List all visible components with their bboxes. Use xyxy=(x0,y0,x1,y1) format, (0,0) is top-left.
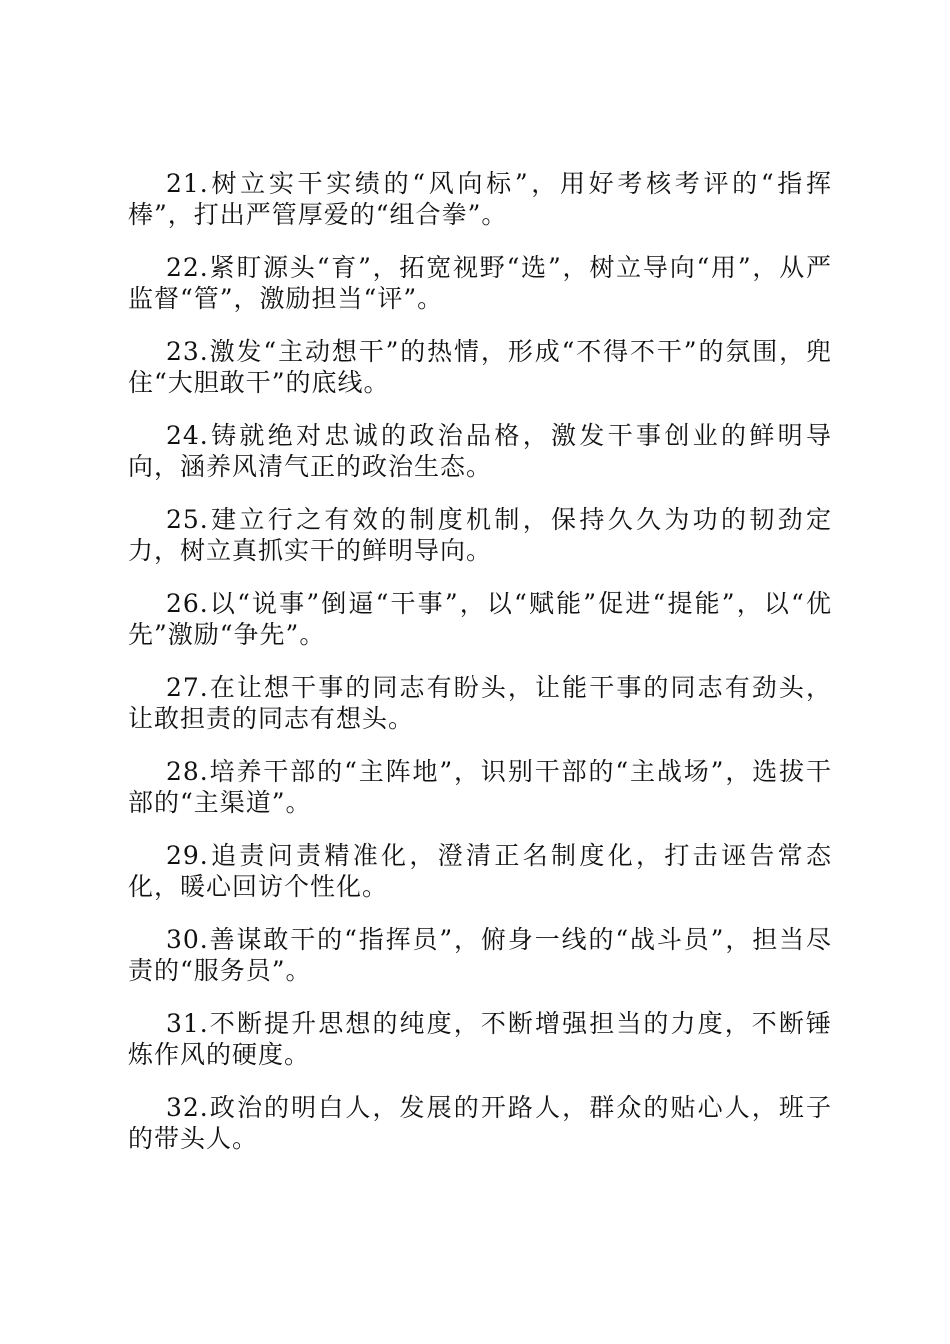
document-body xyxy=(128,168,832,1176)
paragraph-31: 31.不断提升思想的纯度，不断增强担当的力度，不断锤炼作风的硬度。 xyxy=(128,1009,832,1069)
paragraph-27: 27.在让想干事的同志有盼头，让能干事的同志有劲头，让敢担责的同志有想头。 xyxy=(128,673,832,733)
paragraph-26: 26.以“说事”倒逼“干事”，以“赋能”促进“提能”，以“优先”激励“争先”。 xyxy=(128,589,832,649)
paragraph-24: 24.铸就绝对忠诚的政治品格，激发干事创业的鲜明导向，涵养风清气正的政治生态。 xyxy=(128,421,832,481)
paragraph-28: 28.培养干部的“主阵地”，识别干部的“主战场”，选拔干部的“主渠道”。 xyxy=(128,757,832,817)
paragraph-29: 29.追责问责精准化，澄清正名制度化，打击诬告常态化，暖心回访个性化。 xyxy=(128,841,832,901)
paragraph-32: 32.政治的明白人，发展的开路人，群众的贴心人，班子的带头人。 xyxy=(128,1093,832,1153)
paragraph-22: 22.紧盯源头“育”，拓宽视野“选”，树立导向“用”，从严监督“管”，激励担当“评”。 xyxy=(128,253,832,313)
paragraph-23: 23.激发“主动想干”的热情，形成“不得不干”的氛围，兜住“大胆敢干”的底线。 xyxy=(128,337,832,397)
paragraph-25: 25.建立行之有效的制度机制，保持久久为功的韧劲定力，树立真抓实干的鲜明导向。 xyxy=(128,505,832,565)
paragraph-30: 30.善谋敢干的“指挥员”，俯身一线的“战斗员”，担当尽责的“服务员”。 xyxy=(128,925,832,985)
paragraph-21: 21.树立实干实绩的“风向标”，用好考核考评的“指挥棒”，打出严管厚爱的“组合拳”。 xyxy=(128,169,832,229)
